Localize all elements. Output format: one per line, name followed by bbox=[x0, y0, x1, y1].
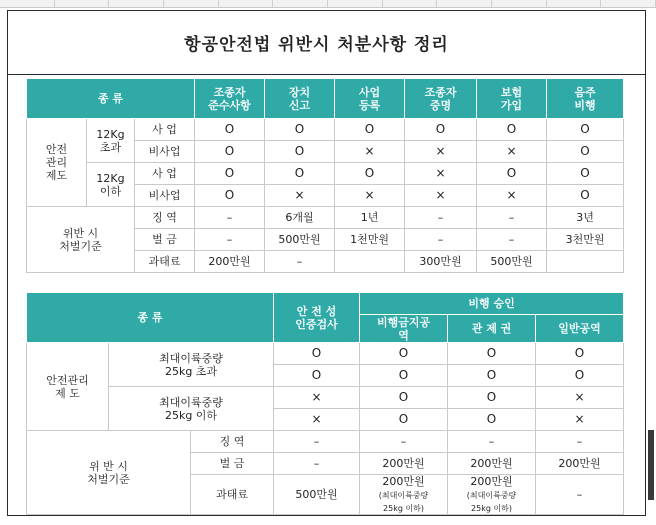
label-prison: 징 역 bbox=[135, 207, 195, 229]
cell: 6개월 bbox=[265, 207, 335, 229]
cell: – bbox=[265, 251, 335, 273]
cell: 1천만원 bbox=[335, 229, 405, 251]
cell: × bbox=[477, 185, 547, 207]
cell: O bbox=[405, 119, 477, 141]
cell: 200만원 bbox=[448, 453, 536, 475]
cell: 200만원 bbox=[360, 453, 448, 475]
cell: 500만원 bbox=[265, 229, 335, 251]
label-over-25kg: 최대이륙중량 25kg 초과 bbox=[109, 343, 274, 387]
cell: O bbox=[335, 119, 405, 141]
label-prison: 징 역 bbox=[191, 431, 274, 453]
cell: O bbox=[448, 387, 536, 409]
cell: O bbox=[547, 163, 624, 185]
cell: × bbox=[477, 141, 547, 163]
cell: O bbox=[448, 343, 536, 365]
cell: – bbox=[448, 431, 536, 453]
cell: × bbox=[536, 387, 624, 409]
label-fee: 과태료 bbox=[191, 475, 274, 515]
cell: – bbox=[195, 229, 265, 251]
cell: 200만원 bbox=[195, 251, 265, 273]
label-penalty-criteria: 위반 시 처벌기준 bbox=[27, 207, 135, 273]
cell: × bbox=[405, 185, 477, 207]
label-fine: 벌 금 bbox=[135, 229, 195, 251]
header-control-zone: 관 제 권 bbox=[448, 315, 536, 343]
cell: × bbox=[335, 185, 405, 207]
cell: O bbox=[547, 141, 624, 163]
cell: 500만원 bbox=[477, 251, 547, 273]
cell: – bbox=[477, 207, 547, 229]
header-pilot-rules: 조종자 준수사항 bbox=[195, 79, 265, 119]
cell: 3년 bbox=[547, 207, 624, 229]
header-flight-approval: 비행 승인 bbox=[360, 293, 624, 315]
header-pilot-cert: 조종자 증명 bbox=[405, 79, 477, 119]
cell: × bbox=[405, 141, 477, 163]
cell: – bbox=[274, 453, 360, 475]
cell: × bbox=[335, 141, 405, 163]
header-device-report: 장치 신고 bbox=[265, 79, 335, 119]
cell: 3천만원 bbox=[547, 229, 624, 251]
cell: O bbox=[335, 163, 405, 185]
cell: O bbox=[265, 141, 335, 163]
cell: – bbox=[405, 207, 477, 229]
cell: O bbox=[195, 141, 265, 163]
cell-fee-control-zone bbox=[448, 475, 536, 515]
header-kind: 종 류 bbox=[27, 79, 195, 119]
cell: O bbox=[536, 365, 624, 387]
fee-note: 25kg 이하) bbox=[471, 504, 513, 513]
cell: – bbox=[360, 431, 448, 453]
cell bbox=[335, 251, 405, 273]
cell: O bbox=[547, 119, 624, 141]
header-insurance: 보험 가입 bbox=[477, 79, 547, 119]
cell: O bbox=[265, 119, 335, 141]
cell: O bbox=[448, 365, 536, 387]
label-fine: 벌 금 bbox=[191, 453, 274, 475]
header-safety-cert: 안 전 성 인증검사 bbox=[274, 293, 360, 343]
fee-note: (최대이륙중량 bbox=[466, 491, 517, 500]
cell: O bbox=[477, 119, 547, 141]
fee-main: 200만원 bbox=[382, 475, 425, 488]
header-no-fly-zone: 비행금지공 역 bbox=[360, 315, 448, 343]
label-safety-system: 안전 관리 제도 bbox=[27, 119, 87, 207]
cell: O bbox=[536, 343, 624, 365]
cell: O bbox=[195, 163, 265, 185]
cell bbox=[547, 251, 624, 273]
label-business: 사 업 bbox=[135, 163, 195, 185]
cell: O bbox=[195, 185, 265, 207]
label-business: 사 업 bbox=[135, 119, 195, 141]
cell: O bbox=[265, 163, 335, 185]
cell: O bbox=[360, 365, 448, 387]
cell: 500만원 bbox=[274, 475, 360, 515]
cell: × bbox=[274, 409, 360, 431]
cell: 1년 bbox=[335, 207, 405, 229]
label-safety-system: 안전관리 제 도 bbox=[27, 343, 109, 431]
cell: O bbox=[274, 343, 360, 365]
title-row bbox=[8, 11, 645, 75]
cell: O bbox=[477, 163, 547, 185]
cell: – bbox=[195, 207, 265, 229]
cell: O bbox=[360, 409, 448, 431]
label-under-25kg: 최대이륙중량 25kg 이하 bbox=[109, 387, 274, 431]
label-under-12kg: 12Kg 이하 bbox=[87, 163, 135, 207]
cell: × bbox=[536, 409, 624, 431]
cell: O bbox=[195, 119, 265, 141]
cell-fee-no-fly bbox=[360, 475, 448, 515]
header-drunk-flight: 음주 비행 bbox=[547, 79, 624, 119]
fee-main: 200만원 bbox=[470, 475, 513, 488]
cell: O bbox=[360, 343, 448, 365]
cell: × bbox=[274, 387, 360, 409]
cell: × bbox=[405, 163, 477, 185]
page-title: 항공안전법 위반시 처분사항 정리 bbox=[184, 35, 449, 55]
label-nonbusiness: 비사업 bbox=[135, 141, 195, 163]
penalty-table-12kg bbox=[26, 78, 624, 273]
label-nonbusiness: 비사업 bbox=[135, 185, 195, 207]
cell: – bbox=[536, 475, 624, 515]
cell: 300만원 bbox=[405, 251, 477, 273]
cell: O bbox=[360, 387, 448, 409]
fee-note: (최대이륙중량 bbox=[378, 491, 429, 500]
header-general-airspace: 일반공역 bbox=[536, 315, 624, 343]
label-penalty-criteria: 위 반 시 처벌기준 bbox=[27, 431, 191, 515]
cell: 200만원 bbox=[536, 453, 624, 475]
cell: × bbox=[265, 185, 335, 207]
label-over-12kg: 12Kg 초과 bbox=[87, 119, 135, 163]
cell: – bbox=[274, 431, 360, 453]
cell: – bbox=[536, 431, 624, 453]
scrollbar-fragment bbox=[648, 430, 654, 500]
penalty-table-25kg bbox=[26, 292, 624, 515]
cell: O bbox=[448, 409, 536, 431]
fee-note: 25kg 이하) bbox=[383, 504, 425, 513]
cell: O bbox=[274, 365, 360, 387]
header-business-reg: 사업 등록 bbox=[335, 79, 405, 119]
cell: O bbox=[547, 185, 624, 207]
cell: – bbox=[405, 229, 477, 251]
header-kind: 종 류 bbox=[27, 293, 274, 343]
spreadsheet-column-strip bbox=[0, 0, 656, 8]
label-fee: 과태료 bbox=[135, 251, 195, 273]
cell: – bbox=[477, 229, 547, 251]
